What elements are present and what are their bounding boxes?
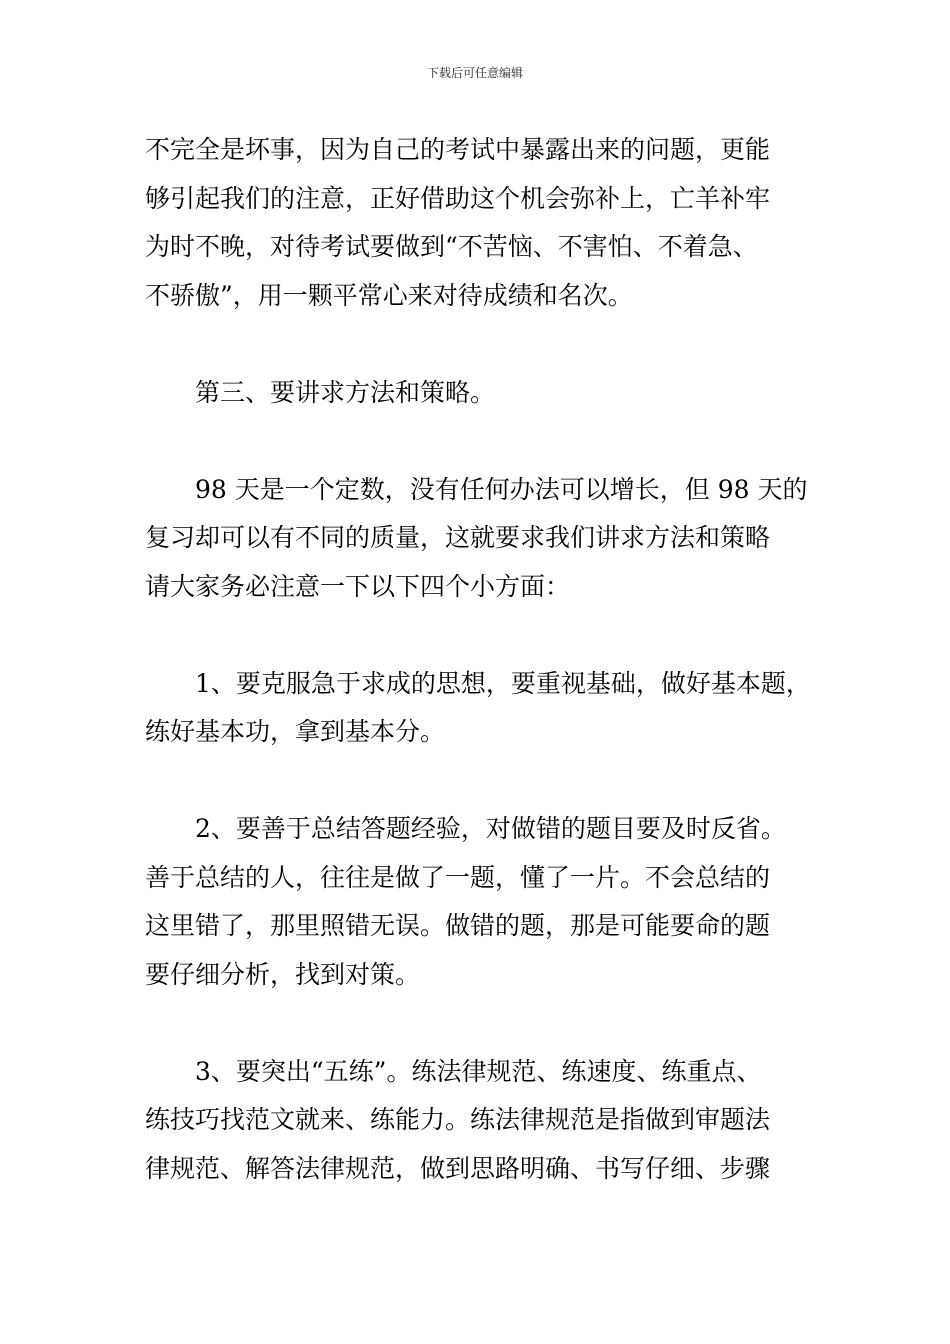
list-item-1 (145, 660, 825, 757)
text-line: 98 天是一个定数，没有任何办法可以增长，但 98 天的 (195, 474, 808, 504)
paragraph-exam-attitude (145, 126, 825, 320)
text-line: 要仔细分析，找到对策。 (145, 959, 421, 989)
text-line: 请大家务必注意一下以下四个小方面： (145, 571, 571, 601)
text-line: 3、要突出“五练”。练法律规范、练速度、练重点、 (195, 1056, 762, 1086)
text-line: 这里错了，那里照错无误。做错的题，那是可能要命的题 (145, 911, 771, 940)
list-item-3 (145, 1048, 825, 1194)
text-line: 2、要善于总结答题经验，对做错的题目要及时反省。 (195, 814, 786, 843)
text-line: 第三、要讲求方法和策略。 (195, 377, 496, 407)
text-line: 1、要克服急于求成的思想，要重视基础，做好基本题， (195, 668, 811, 698)
text-line: 练技巧找范文就来、练能力。练法律规范是指做到审题法 (145, 1105, 771, 1134)
list-item-2 (145, 805, 825, 999)
paragraph-98-days (145, 466, 825, 612)
text-line: 律规范、解答法律规范，做到思路明确、书写仔细、步骤 (145, 1153, 771, 1183)
page-header: 下载后可任意编辑 (426, 66, 523, 80)
document-body (145, 126, 825, 1242)
section-heading-third (145, 369, 825, 418)
text-line: 为时不晚，对待考试要做到“不苦恼、不害怕、不着急、 (145, 232, 758, 261)
text-line: 不骄傲”，用一颗平常心来对待成绩和名次。 (145, 280, 633, 310)
text-line: 复习却可以有不同的质量，这就要求我们讲求方法和策略 (145, 523, 771, 552)
text-line: 够引起我们的注意，正好借助这个机会弥补上，亡羊补牢 (145, 183, 771, 213)
text-line: 善于总结的人，往往是做了一题，懂了一片。不会总结的 (145, 862, 771, 892)
text-line: 练好基本功，拿到基本分。 (145, 717, 446, 746)
text-line: 不完全是坏事，因为自己的考试中暴露出来的问题，更能 (145, 135, 771, 164)
